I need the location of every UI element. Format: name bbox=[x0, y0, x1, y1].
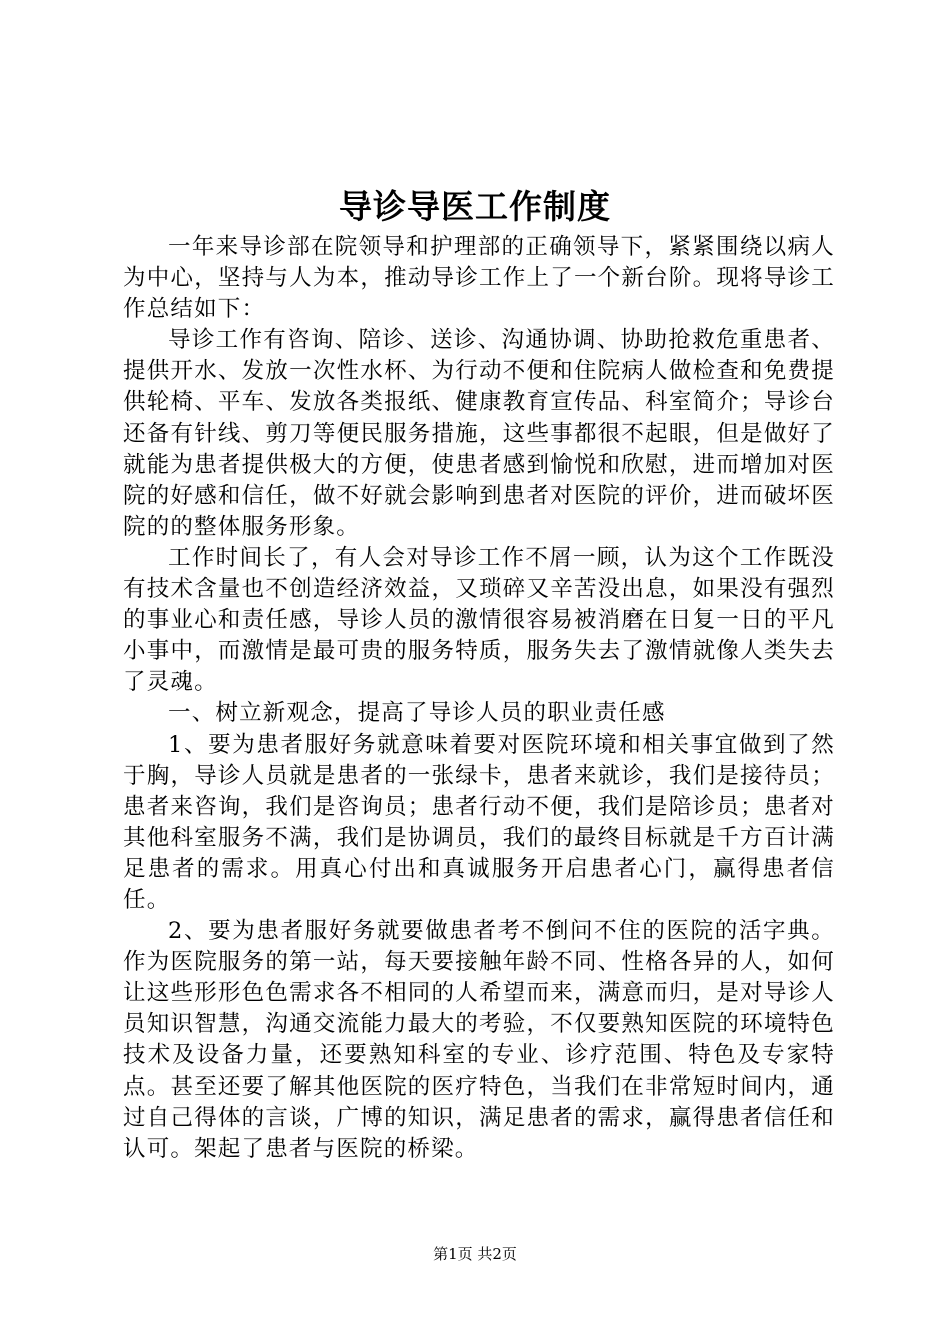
section-heading-1: 一、树立新观念，提高了导诊人员的职业责任感 bbox=[168, 700, 666, 727]
page-footer: 第1页 共2页 bbox=[433, 1245, 517, 1263]
paragraph-item-2: 2、要为患者服好务就要做患者考不倒问不住的医院的活字典。作为医院服务的第一站，每天要接触年龄不同、性格各异的人，如何让这些形形色色需求各不相同的人希望而来，满意而归，是对导诊人员知识智慧，沟通交流能力最大的考验，不仅要熟知医院的环境特色技术及设备力量，还要熟知科室的专业、诊疗范围、特色及专家特点。甚至还要了解其他医院的医疗特色，当我们在非常短时间内，通过自己得体的言谈，广博的知识，满足患者的需求，赢得患者信任和认可。架起了患者与医院的桥梁。 bbox=[123, 918, 835, 1162]
document-title: 导诊导医工作制度 bbox=[339, 187, 611, 226]
paragraph-duties: 导诊工作有咨询、陪诊、送诊、沟通协调、协助抢救危重患者、提供开水、发放一次性水杯、为行动不便和住院病人做检查和免费提供轮椅、平车、发放各类报纸、健康教育宣传品、科室简介；导诊台还备有针线、剪刀等便民服务措施，这些事都很不起眼，但是做好了就能为患者提供极大的方便，使患者感到愉悦和欣慰，进而增加对医院的好感和信任，做不好就会影响到患者对医院的评价，进而破坏医院的的整体服务形象。 bbox=[123, 327, 835, 540]
paragraph-intro: 一年来导诊部在院领导和护理部的正确领导下，紧紧围绕以病人为中心，坚持与人为本，推动导诊工作上了一个新台阶。现将导诊工作总结如下： bbox=[123, 234, 835, 323]
document-body bbox=[123, 232, 835, 1165]
paragraph-item-1: 1、要为患者服好务就意味着要对医院环境和相关事宜做到了然于胸，导诊人员就是患者的一张绿卡，患者来就诊，我们是接待员；患者来咨询，我们是咨询员；患者行动不便，我们是陪诊员；患者对其他科室服务不满，我们是协调员，我们的最终目标就是千方百计满足患者的需求。用真心付出和真诚服务开启患者心门，赢得患者信任。 bbox=[123, 731, 835, 913]
paragraph-passion: 工作时间长了，有人会对导诊工作不屑一顾，认为这个工作既没有技术含量也不创造经济效益，又琐碎又辛苦没出息，如果没有强烈的事业心和责任感，导诊人员的激情很容易被消磨在日复一日的平凡小事中，而激情是最可贵的服务特质，服务失去了激情就像人类失去了灵魂。 bbox=[123, 544, 835, 696]
